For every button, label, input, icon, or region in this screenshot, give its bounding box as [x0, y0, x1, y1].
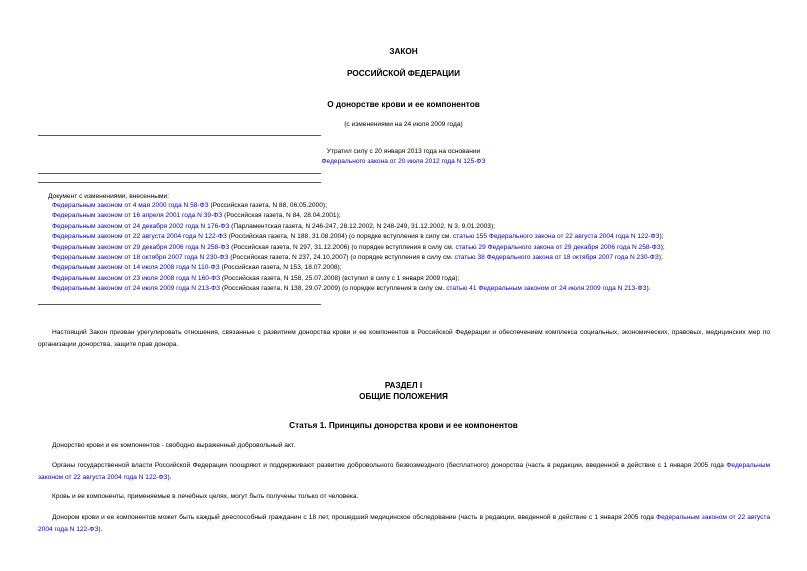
amendment-item: Федеральным законом от 14 июля 2008 года N 110-ФЗ (Российская газета, N 153, 18.07.2008);	[52, 264, 342, 272]
section-number: РАЗДЕЛ I	[384, 381, 423, 390]
amendment-link[interactable]: Федеральным законом от 22 августа 2004 года N 122-ФЗ	[38, 462, 770, 481]
amendment-link[interactable]: Федеральным законом от 23 июля 2008 года N 160-ФЗ	[52, 274, 221, 282]
preamble-paragraph: Настоящий Закон призван урегулировать отношения, связанные с развитием донорства крови и ее компонентов в Российской Федерации и обеспечением комплекса социальных, экономических, правовых, медицинских мер по организации донорства, защите прав донора.	[38, 329, 770, 348]
article-paragraph: Донорство крови и ее компонентов - свободно выраженный добровольный акт.	[52, 442, 296, 449]
section-title: ОБЩИЕ ПОЛОЖЕНИЯ	[359, 392, 448, 401]
amendments-heading: Документ с изменениями, внесенными:	[48, 193, 170, 200]
law-subtitle: (с изменениями на 24 июля 2009 года)	[344, 121, 463, 128]
article-ref-link[interactable]: статью 155 Федерального закона от 22 августа 2004 года N 122-ФЗ	[453, 233, 660, 241]
amendment-link[interactable]: Федеральным законом от 29 декабря 2006 года N 258-ФЗ	[52, 243, 230, 251]
law-jurisdiction: РОССИЙСКОЙ ФЕДЕРАЦИИ	[347, 69, 460, 78]
amendment-link[interactable]: Федеральным законом от 14 июля 2008 года N 110-ФЗ	[52, 264, 220, 272]
amendment-link[interactable]: Федеральным законом от 4 мая 2000 года N 58-ФЗ	[52, 202, 209, 209]
amendment-link[interactable]: Федеральным законом от 22 августа 2004 года N 122-ФЗ	[52, 233, 227, 241]
amendment-item: Федеральным законом от 16 апреля 2001 года N 39-ФЗ (Российская газета, N 84, 28.04.2001);	[52, 212, 341, 220]
amendment-link[interactable]: Федеральным законом от 22 августа 2004 года N 122-ФЗ	[38, 514, 771, 533]
repeal-link[interactable]: Федерального закона от 20 июля 2012 года N 125-ФЗ	[321, 158, 486, 165]
article-ref-link[interactable]: статью 41 Федеральным законом от 24 июля 2009 года N 213-ФЗ	[446, 285, 647, 293]
amendment-link[interactable]: Федеральным законом от 16 апреля 2001 года N 39-ФЗ	[52, 212, 223, 220]
amendment-item: Федеральным законом от 23 июля 2008 года N 160-ФЗ (Российская газета, N 158, 25.07.2008) (вступил в силу с 1 января 2009 года);	[52, 274, 460, 282]
amendment-link[interactable]: Федеральным законом от 24 декабря 2002 года N 176-ФЗ	[52, 222, 230, 230]
divider	[38, 304, 321, 305]
article-paragraph: Кровь и ее компоненты, применяемые в лечебных целях, могут быть получены только от человека.	[52, 493, 359, 500]
amendment-item: Федеральным законом от 4 мая 2000 года N 58-ФЗ (Российская газета, N 88, 06.05.2000);	[52, 202, 327, 209]
divider	[38, 173, 321, 174]
article-title: Статья 1. Принципы донорства крови и ее компонентов	[289, 421, 518, 430]
divider	[38, 182, 321, 183]
article-ref-link[interactable]: статью 38 Федерального закона от 18 октября 2007 года N 230-ФЗ	[454, 253, 659, 261]
amendment-link[interactable]: Федеральным законом от 18 октября 2007 года N 230-ФЗ	[52, 253, 229, 261]
repeal-note: Утратил силу с 20 января 2013 года на основании	[326, 148, 481, 155]
amendment-item: Федеральным законом от 18 октября 2007 года N 230-ФЗ (Российская газета, N 237, 24.10.2007) (о порядке вступления в силу см. статью 38 Федерального закона от 18 октября 2007 года N 230-ФЗ);	[52, 253, 663, 261]
amendment-item: Федеральным законом от 24 июля 2009 года N 213-ФЗ (Российская газета, N 138, 29.07.2009) (о порядке вступления в силу см. статью 41 Федеральным законом от 24 июля 2009 года N 213-ФЗ).	[52, 285, 651, 293]
article-ref-link[interactable]: статью 29 Федерального закона от 29 декабря 2006 года N 258-ФЗ	[455, 243, 661, 251]
article-paragraph: Донором крови и ее компонентов может быть каждый дееспособный гражданин с 18 лет, прошедший медицинское обследование (часть в редакции, введенной в действие с 1 января 2005 года Федеральным законом от 22 августа 2004 года N 122-ФЗ).	[38, 514, 771, 533]
amendment-item: Федеральным законом от 24 декабря 2002 года N 176-ФЗ (Парламентская газета, N 246-247, 28.12.2002, N 248-249, 31.12.2002, N 3, 9.01.2003);	[52, 222, 495, 230]
law-title: О донорстве крови и ее компонентов	[327, 100, 480, 109]
amendments-list	[52, 201, 665, 295]
article-paragraph: Органы государственной власти Российской Федерации поощряют и поддерживают развитие добровольного безвозмездного (бесплатного) донорства (часть в редакции, введенной в действие с 1 января 2005 года Федеральным законом от 22 августа 2004 года N 122-ФЗ).	[38, 462, 770, 481]
law-heading: ЗАКОН	[389, 47, 418, 56]
divider	[38, 135, 321, 136]
amendment-link[interactable]: Федеральным законом от 24 июля 2009 года N 213-ФЗ	[52, 285, 221, 293]
amendment-item: Федеральным законом от 29 декабря 2006 года N 258-ФЗ (Российская газета, N 297, 31.12.2006) (о порядке вступления в силу см. статью 29 Федерального закона от 29 декабря 2006 года N 258-ФЗ);	[52, 243, 665, 251]
amendment-item: Федеральным законом от 22 августа 2004 года N 122-ФЗ (Российская газета, N 188, 31.08.2004) (о порядке вступления в силу см. статью 155 Федерального закона от 22 августа 2004 года N 122-ФЗ);	[52, 233, 664, 241]
